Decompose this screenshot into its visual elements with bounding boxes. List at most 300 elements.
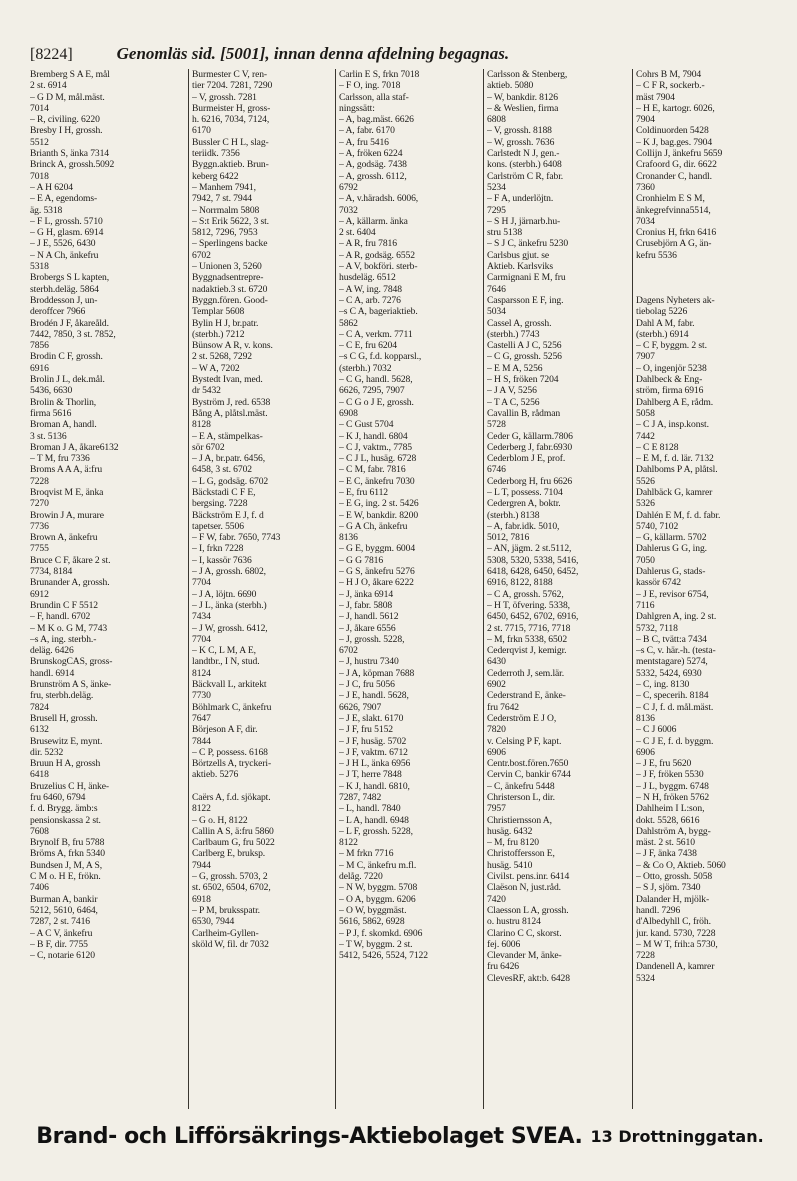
directory-line: – C G o J E, grossh. <box>339 396 414 408</box>
directory-line: Dahlerus G, stads- <box>636 566 706 578</box>
directory-line: – J A, br.patr. 6456, <box>192 453 266 465</box>
directory-line: Bresby I H, grossh. <box>30 125 103 137</box>
directory-line: änkegrefvinna5514, <box>636 204 711 216</box>
directory-line: Castelli A J C, 5256 <box>487 340 562 352</box>
directory-line: Burmester C V, ren- <box>192 69 268 80</box>
directory-line: Byggn.fören. Good- <box>192 294 268 306</box>
directory-line: Byggn.aktieb. Brun- <box>192 159 269 171</box>
directory-line: Broman A, handl. <box>30 419 97 431</box>
directory-line: 5412, 5426, 5524, 7122 <box>339 950 428 962</box>
directory-line: Bylin H J, br.patr. <box>192 317 259 329</box>
directory-line: Bystedt Ivan, med. <box>192 374 263 386</box>
directory-line: Claesson L A, grossh. <box>487 904 569 916</box>
directory-line: – K J, handl. 6810, <box>339 780 410 792</box>
directory-line: 5616, 5862, 6928 <box>339 916 405 928</box>
directory-line: 7420 <box>487 893 506 905</box>
directory-line: 8128 <box>192 419 211 431</box>
directory-line: 7944 <box>192 859 211 871</box>
directory-line: – W A, 7202 <box>192 362 240 374</box>
directory-line: 7116 <box>636 599 655 611</box>
directory-line: – J L, änka (sterbh.) <box>192 599 267 611</box>
directory-line: 7018 <box>30 170 49 182</box>
directory-column-1 <box>30 69 188 1109</box>
directory-line: Cederström E J O, <box>487 712 557 724</box>
directory-line: – G o. H, 8122 <box>192 814 248 826</box>
directory-line: Dandenell A, kamrer <box>636 961 715 973</box>
directory-line: – A R, fru 7816 <box>339 238 397 250</box>
directory-line: Dahlboms P A, plåtsl. <box>636 464 718 476</box>
directory-line: 6746 <box>487 464 506 476</box>
directory-line: 7755 <box>30 543 49 555</box>
directory-line: – J A, köpman 7688 <box>339 667 415 679</box>
directory-line: 5034 <box>487 306 506 318</box>
directory-line: 5012, 7816 <box>487 532 530 544</box>
directory-line: – F L, grossh. 5710 <box>30 215 103 227</box>
directory-line: – F W, fabr. 7650, 7743 <box>192 532 281 544</box>
directory-line: stru 5138 <box>487 227 523 239</box>
directory-line: 6902 <box>487 679 506 691</box>
directory-line: 5308, 5320, 5338, 5416, <box>487 554 579 566</box>
directory-line: – J, änka 6914 <box>339 588 394 600</box>
directory-line: – V, grossh. 8188 <box>487 125 552 137</box>
directory-line: – O, ingenjör 5238 <box>636 362 707 374</box>
directory-line: Börjeson A F, dir. <box>192 724 258 736</box>
directory-line: 7032 <box>339 204 358 216</box>
directory-line: – A, v.häradsh. 6006, <box>339 193 419 205</box>
directory-line: 6906 <box>487 746 506 758</box>
directory-line: – Manhem 7941, <box>192 181 256 193</box>
directory-line: – B C, tvätt:a 7434 <box>636 633 707 645</box>
directory-line: Cronius H, frkn 6416 <box>636 227 717 239</box>
directory-line: – C P, possess. 6168 <box>192 746 268 758</box>
directory-line: – B F, dir. 7755 <box>30 938 88 950</box>
directory-line: – J W, grossh. 6412, <box>192 622 268 634</box>
directory-line: – C J, vaktm., 7785 <box>339 441 412 453</box>
directory-line: 6530, 7944 <box>192 916 235 928</box>
directory-line: Cederqvist J, kemigr. <box>487 645 567 657</box>
directory-line: – O W, byggmäst. <box>339 904 407 916</box>
directory-line: 5324 <box>636 972 655 984</box>
directory-line: – Sperlingens backe <box>192 238 268 250</box>
directory-line: Brodén J F, åkareåld. <box>30 317 109 329</box>
advertisement-company: Brand- och Lifförsäkrings-Aktiebolaget SVEA. <box>36 1123 583 1149</box>
directory-line: – C E, fru 6204 <box>339 340 397 352</box>
directory-line: 7270 <box>30 498 49 510</box>
directory-line: 5740, 7102 <box>636 520 679 532</box>
directory-line: kassör 6742 <box>636 577 681 589</box>
directory-line: Clarino C C, skorst. <box>487 927 562 939</box>
directory-line: – G, källarm. 5702 <box>636 532 707 544</box>
directory-line: – A, godsäg. 7438 <box>339 159 407 171</box>
directory-line: 6916, 8122, 8188 <box>487 577 553 589</box>
directory-line: – H T, öfvering. 5338, <box>487 599 570 611</box>
directory-line: – F A, underlöjtn. <box>487 193 554 205</box>
directory-line: Cohrs B M, 7904 <box>636 69 702 80</box>
directory-line: – E M A, 5256 <box>487 362 543 374</box>
directory-line: 5512 <box>30 136 49 148</box>
directory-line: Brinck A, grossh.5092 <box>30 159 115 171</box>
directory-line: – J F, änka 7438 <box>636 848 697 860</box>
directory-line: Dahlbäck G, kamrer <box>636 486 713 498</box>
directory-line: 5812, 7296, 7953 <box>192 227 258 239</box>
directory-line: 7704 <box>192 577 211 589</box>
directory-line: aktieb. 5276 <box>192 769 239 781</box>
directory-line: Byström J, red. 6538 <box>192 396 271 408</box>
directory-line: Brunström A S, änke- <box>30 679 112 691</box>
directory-line: – J A, grossh. 6802, <box>192 566 266 578</box>
directory-line: Brolin & Thorlin, <box>30 396 97 408</box>
directory-line: 3 st. 5136 <box>30 430 67 442</box>
directory-line: (sterbh.) 6914 <box>636 328 689 340</box>
directory-line: aktieb. 5080 <box>487 80 534 92</box>
directory-line: – G D M, mål.mäst. <box>30 91 105 103</box>
directory-line: Coldinuorden 5428 <box>636 125 709 137</box>
directory-line: 7014 <box>30 102 49 114</box>
directory-line: – H J O, åkare 6222 <box>339 577 414 589</box>
directory-line: – M, fru 8120 <box>487 837 539 849</box>
directory-line: – & Co O, Aktieb. 5060 <box>636 859 726 871</box>
directory-line: ningssätt: <box>339 102 375 114</box>
advertisement-address: 13 Drottninggatan. <box>590 1126 764 1146</box>
directory-line: Carlsson, alla staf- <box>339 91 409 103</box>
directory-line: Bäckström E J, f. d <box>192 509 264 521</box>
directory-line: v. Celsing P F, kapt. <box>487 735 562 747</box>
directory-line: Broqvist M E, änka <box>30 486 104 498</box>
directory-line: 7904 <box>636 114 655 126</box>
directory-line: – C M, fabr. 7816 <box>339 464 406 476</box>
directory-line: – G, grossh. 5703, 2 <box>192 871 268 883</box>
directory-line: fru, sterbh.deläg. <box>30 690 94 702</box>
directory-line: Centr.bost.fören.7650 <box>487 758 569 770</box>
directory-line: – M K o. G M, 7743 <box>30 622 108 634</box>
directory-line: Clevander M, änke- <box>487 950 562 962</box>
directory-line: – E A, stämpelkas- <box>192 430 263 442</box>
directory-line: 5728 <box>487 419 506 431</box>
directory-line: – C, specerih. 8184 <box>636 690 709 702</box>
directory-line: –s C, v. här.-h. (testa- <box>636 645 716 657</box>
directory-line: 7957 <box>487 803 506 815</box>
directory-line: – A W, ing. 7848 <box>339 283 402 295</box>
directory-line: – C A, grossh. 5762, <box>487 588 564 600</box>
directory-line: 7050 <box>636 554 655 566</box>
directory-line: 7287, 2 st. 7416 <box>30 916 90 928</box>
directory-line: 2 st. 6914 <box>30 80 67 92</box>
directory-line: d'Albedyhll C, fröh. <box>636 916 711 928</box>
directory-line: 7646 <box>487 283 506 295</box>
directory-line: – E M, f. d. lär. 7132 <box>636 453 714 465</box>
directory-line: (sterbh.) 8138 <box>487 509 540 521</box>
directory-line: – J F, fröken 5530 <box>636 769 704 781</box>
directory-line: – F, handl. 6702 <box>30 611 91 623</box>
directory-line: Brunander A, grossh. <box>30 577 110 589</box>
directory-line: – N W, byggm. 5708 <box>339 882 418 894</box>
directory-line: Bundsen J, M, A S, <box>30 859 103 871</box>
directory-line: 5234 <box>487 181 506 193</box>
directory-line: 7287, 7482 <box>339 792 382 803</box>
directory-line: 5332, 5424, 6930 <box>636 667 702 679</box>
directory-line: Civilst. pens.inr. 6414 <box>487 871 570 883</box>
directory-line: 7730 <box>192 690 211 702</box>
directory-line: h. 6216, 7034, 7124, <box>192 114 270 126</box>
directory-line: husdeläg. 6512 <box>339 272 396 284</box>
directory-line: – J E, handl. 5628, <box>339 690 409 702</box>
directory-line: – C J 6006 <box>636 724 677 736</box>
directory-line: st. 6502, 6504, 6702, <box>192 882 271 894</box>
directory-line: Carlberg E, bruksp. <box>192 848 266 860</box>
directory-line: – M W T, frih:a 5730, <box>636 938 718 950</box>
directory-line: – J F, fru 5152 <box>339 724 393 736</box>
directory-line: (sterbh.) 7212 <box>192 328 245 340</box>
directory-line: Claëson N, just.råd. <box>487 882 561 894</box>
directory-line: 6918 <box>192 893 211 905</box>
directory-line: 7824 <box>30 701 49 713</box>
directory-line: – L T, possess. 7104 <box>487 486 563 498</box>
directory-line: 7856 <box>30 340 49 352</box>
directory-line: Brundin C F 5512 <box>30 599 98 611</box>
directory-line: – C A, verkm. 7711 <box>339 328 413 340</box>
directory-line: fru 7642 <box>487 701 519 713</box>
directory-line: 6418, 6428, 6450, 6452, <box>487 566 579 578</box>
directory-line: Casparsson E F, ing. <box>487 294 564 306</box>
directory-line: 7228 <box>636 950 655 962</box>
directory-line: 7820 <box>487 724 506 736</box>
directory-line: – C G, handl. 5628, <box>339 374 413 386</box>
directory-line: Cederberg J, fabr.6930 <box>487 441 573 453</box>
directory-line: – C, notarie 6120 <box>30 950 95 962</box>
directory-line: 6808 <box>487 114 506 126</box>
directory-line: Broms A A A, ä:fru <box>30 464 103 476</box>
directory-line: tapetser. 5506 <box>192 520 244 532</box>
directory-line: dokt. 5528, 6616 <box>636 814 700 826</box>
directory-line: Brianth S, änka 7314 <box>30 148 110 160</box>
directory-line: 6908 <box>339 407 358 419</box>
directory-line: Christiernsson A, <box>487 814 552 826</box>
directory-line: – G E, byggm. 6004 <box>339 543 416 555</box>
directory-line: Crafoord G, dir. 6622 <box>636 159 717 171</box>
directory-line: 6702 <box>339 645 358 657</box>
directory-line: Brusewitz E, mynt. <box>30 735 103 747</box>
directory-line: – E G, ing. 2 st. 5426 <box>339 498 419 510</box>
directory-line: 8122 <box>192 803 211 815</box>
directory-line: – V, grossh. 7281 <box>192 91 257 103</box>
directory-line: – & Weslien, firma <box>487 102 559 114</box>
directory-line: – W, grossh. 7636 <box>487 136 555 148</box>
directory-line: – C F R, sockerb.- <box>636 80 705 92</box>
directory-line: 7360 <box>636 181 655 193</box>
directory-line: – S J, sjöm. 7340 <box>636 882 701 894</box>
directory-line: 8136 <box>636 712 655 724</box>
directory-line: fru 6460, 6794 <box>30 792 86 803</box>
directory-line: ström, firma 6916 <box>636 385 704 397</box>
directory-line: o. hustru 8124 <box>487 916 541 928</box>
directory-line: – J, åkare 6556 <box>339 622 396 634</box>
directory-line: Ceder G, källarm.7806 <box>487 430 573 442</box>
directory-line: – S H J, järnarb.hu- <box>487 215 561 227</box>
directory-line: – G S, änkefru 5276 <box>339 566 415 578</box>
directory-line: fej. 6006 <box>487 938 521 950</box>
directory-column-2 <box>188 69 335 1109</box>
directory-line: 7844 <box>192 735 211 747</box>
directory-line: deroffcer 7966 <box>30 306 86 318</box>
directory-line: – J A V, 5256 <box>487 385 537 397</box>
directory-line: – J F, husäg. 5702 <box>339 735 407 747</box>
directory-line: – C, ing. 8130 <box>636 679 690 691</box>
directory-line: husäg. 6432 <box>487 825 533 837</box>
directory-line: fru 6426 <box>487 961 519 973</box>
directory-line: 7295 <box>487 204 506 216</box>
directory-line: – Otto, grossh. 5058 <box>636 871 713 883</box>
directory-line: sör 6702 <box>192 441 225 453</box>
directory-line: Browin J A, murare <box>30 509 104 521</box>
directory-line: Crusebjörn A G, än- <box>636 238 712 250</box>
directory-line: – A, fabr. 6170 <box>339 125 395 137</box>
directory-line: – C Gust 5704 <box>339 419 394 431</box>
directory-line: Bremberg S A E, mål <box>30 69 110 80</box>
directory-line: 2 st. 5268, 7292 <box>192 351 252 363</box>
directory-line: – M, frkn 5338, 6502 <box>487 633 568 645</box>
directory-line: Bussler C H L, slag- <box>192 136 269 148</box>
directory-line: delåg. 7220 <box>339 871 383 883</box>
directory-line: – F O, ing. 7018 <box>339 80 401 92</box>
directory-line: – M frkn 7716 <box>339 848 394 860</box>
directory-line: firma 5616 <box>30 407 72 419</box>
directory-line: dr 5432 <box>192 385 221 397</box>
directory-line: 7434 <box>192 611 211 623</box>
directory-line: 8124 <box>192 667 211 679</box>
directory-line: 6132 <box>30 724 49 736</box>
directory-line: – G H, glasm. 6914 <box>30 227 104 239</box>
directory-line: 6626, 7295, 7907 <box>339 385 405 397</box>
directory-line: 5732, 7118 <box>636 622 678 634</box>
directory-line: Dahlberg A E, rådm. <box>636 396 714 408</box>
directory-line: sterbh.deläg. 5864 <box>30 283 99 295</box>
directory-line: Dahlström A, bygg- <box>636 825 711 837</box>
directory-line: – R, civiling. 6220 <box>30 114 100 126</box>
directory-line: mäst. 2 st. 5610 <box>636 837 695 849</box>
directory-line: – C E 8128 <box>636 441 679 453</box>
directory-line: – G A Ch, änkefru <box>339 520 408 532</box>
directory-line: tier 7204. 7281, 7290 <box>192 80 273 92</box>
page-header <box>30 44 770 66</box>
directory-line: – C F, byggm. 2 st. <box>636 340 707 352</box>
directory-line: – A R, godsäg. 6552 <box>339 249 415 261</box>
directory-line: – C, änkefru 5448 <box>487 780 555 792</box>
directory-line: Brynolf B, fru 5788 <box>30 837 105 849</box>
directory-line: ClevesRF, akt:b. 6428 <box>487 972 570 984</box>
directory-line: Broddesson J, un- <box>30 294 98 306</box>
directory-line: Carlbaum G, fru 5022 <box>192 837 275 849</box>
directory-line: handl. 6914 <box>30 667 75 679</box>
directory-line: – C J, f. d. mål.mäst. <box>636 701 714 713</box>
directory-line: Brown A, änkefru <box>30 532 98 544</box>
directory-line: nadaktieb.3 st. 6720 <box>192 283 268 295</box>
directory-line: – J E, revisor 6754, <box>636 588 709 600</box>
directory-line: – A H 6204 <box>30 181 73 193</box>
directory-line: – J T, herre 7848 <box>339 769 402 781</box>
directory-line: – A, fabr.idk. 5010, <box>487 520 560 532</box>
directory-line: Broman J A, åkare6132 <box>30 441 119 453</box>
directory-line: 5212, 5610, 6464, <box>30 904 98 916</box>
directory-line: – L G, godsäg. 6702 <box>192 475 269 487</box>
directory-line: – L, handl. 7840 <box>339 803 401 815</box>
directory-line: – S J C, änkefru 5230 <box>487 238 569 250</box>
directory-line: – K C, L M, A E, <box>192 645 256 657</box>
directory-line: Christoffersson E, <box>487 848 555 860</box>
directory-line: landtbr., I N, stud. <box>192 656 260 668</box>
directory-line: – S:t Erik 5622, 3 st. <box>192 215 269 227</box>
directory-line: 6792 <box>339 181 358 193</box>
directory-line: – A, bag.mäst. 6626 <box>339 114 414 126</box>
directory-line: 6702 <box>192 249 211 261</box>
directory-line: Dagens Nyheters ak- <box>636 294 715 306</box>
directory-line: – P M, bruksspatr. <box>192 904 260 916</box>
directory-line: bergsing. 7228 <box>192 498 248 510</box>
directory-line: Cedergren A, boktr. <box>487 498 561 510</box>
directory-line: – K J, bag.ges. 7904 <box>636 136 713 148</box>
directory-line: – I, kassör 7636 <box>192 554 252 566</box>
directory-line: – J H L, änka 6956 <box>339 758 411 770</box>
directory-line: 7228 <box>30 475 49 487</box>
directory-line: Börtzells A, tryckeri- <box>192 758 272 770</box>
directory-line: – E C, änkefru 7030 <box>339 475 415 487</box>
directory-line: – AN, jägm. 2 st.5112, <box>487 543 572 555</box>
directory-line: Brobergs S L kapten, <box>30 272 110 284</box>
directory-line: Brodin C F, grossh. <box>30 351 103 363</box>
directory-line <box>192 781 332 792</box>
directory-line: 5326 <box>636 498 655 510</box>
directory-line <box>636 261 772 272</box>
directory-line: äg. 5318 <box>30 204 63 216</box>
directory-line: teriidk. 7356 <box>192 148 240 160</box>
directory-line: Dahlbeck & Eng- <box>636 374 703 386</box>
directory-line: Cederroth J, sem.lär. <box>487 667 565 679</box>
directory-line: Bäckvall L, arkitekt <box>192 679 267 691</box>
directory-line: 7736 <box>30 520 49 532</box>
directory-line: Carlsbus gjut. se <box>487 249 549 261</box>
directory-line: – J, handl. 5612 <box>339 611 399 623</box>
directory-line: – C J A, insp.konst. <box>636 419 709 431</box>
directory-line: – J E, 5526, 6430 <box>30 238 96 250</box>
directory-line: –s C G, f.d. kopparsl., <box>339 351 422 363</box>
directory-line: mäst 7904 <box>636 91 675 103</box>
directory-line: Bång A, plåtsl.mäst. <box>192 407 268 419</box>
directory-line: – K J, handl. 6804 <box>339 430 408 442</box>
directory-line: – H E, kartogr. 6026, <box>636 102 715 114</box>
page-number: [8224] <box>30 46 73 63</box>
directory-line: Collijn J, änkefru 5659 <box>636 148 723 160</box>
directory-line: Callin A S, ä:fru 5860 <box>192 825 274 837</box>
directory-line: 6450, 6452, 6702, 6916, <box>487 611 579 623</box>
directory-line: – G G 7816 <box>339 554 384 566</box>
directory-line: Bröms A, frkn 5340 <box>30 848 105 860</box>
directory-line: – L A, handl. 6948 <box>339 814 409 826</box>
directory-line: kons. (sterbh.) 6408 <box>487 159 562 171</box>
directory-line: – T W, byggm. 2 st. <box>339 938 413 950</box>
directory-line: 5318 <box>30 261 49 273</box>
directory-line: – A, källarm. änka <box>339 215 408 227</box>
directory-line: 2 st. 7715, 7716, 7718 <box>487 622 571 634</box>
directory-line: – E A, egendoms- <box>30 193 98 205</box>
directory-line: – J, fabr. 5808 <box>339 599 393 611</box>
directory-line: Dalander H, mjölk- <box>636 893 710 905</box>
directory-line: Bäckstadi C F E, <box>192 486 256 498</box>
directory-line: – C A, arb. 7276 <box>339 294 401 306</box>
directory-line: Cronander C, handl. <box>636 170 712 182</box>
directory-line: – J L, byggm. 6748 <box>636 780 709 792</box>
directory-line: Carlin E S, frkn 7018 <box>339 69 420 80</box>
directory-line: – C G, grossh. 5256 <box>487 351 562 363</box>
directory-line: Böhlmark C, änkefru <box>192 701 272 713</box>
